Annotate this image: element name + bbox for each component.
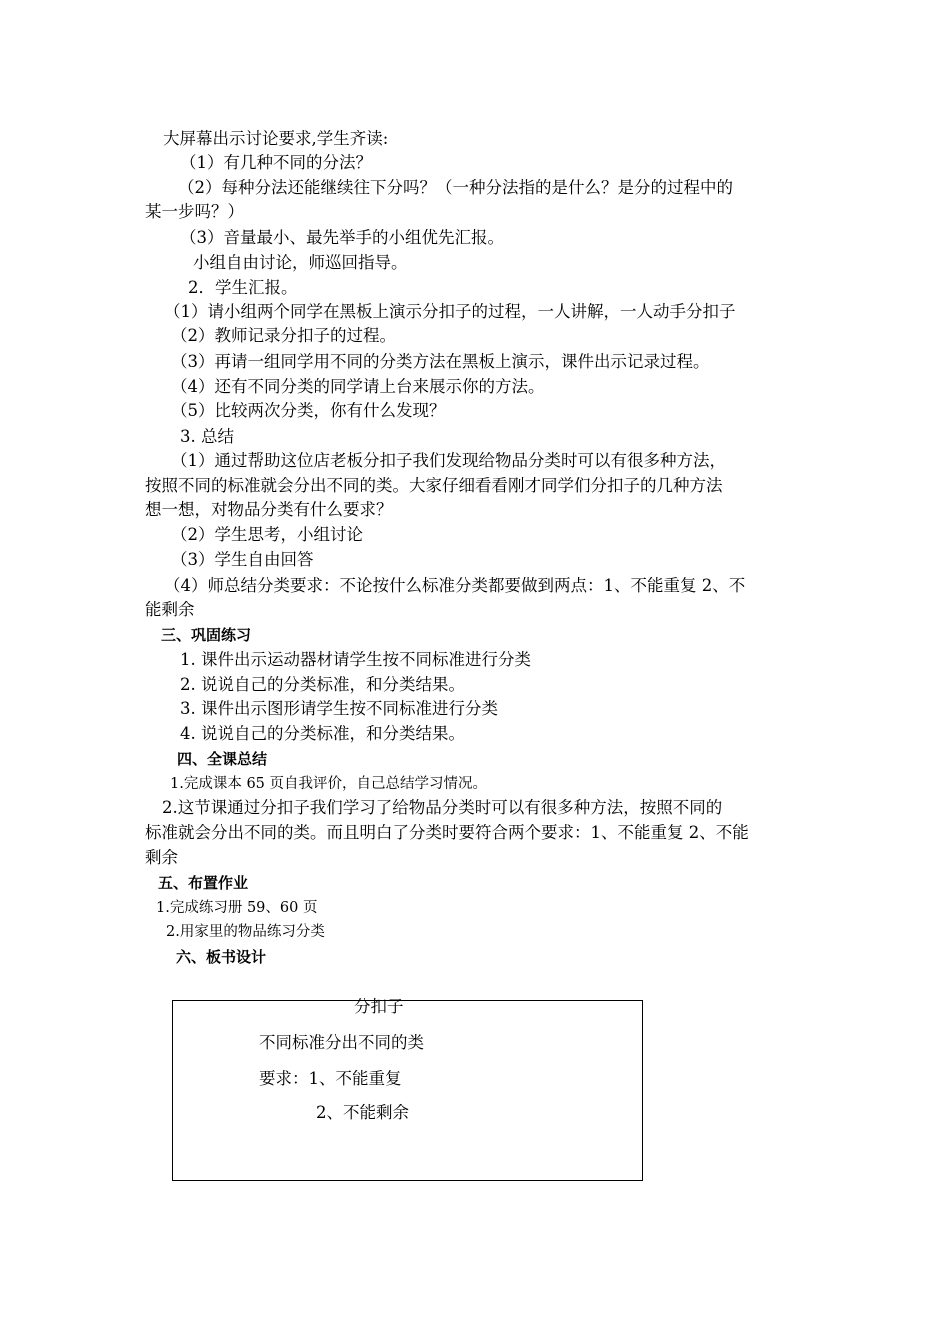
summary-item-4: （4）师总结分类要求：不论按什么标准分类都要做到两点：1、不能重复 2、不 — [164, 576, 746, 595]
summary-item-4-cont: 能剩余 — [145, 600, 195, 619]
review-item-2: 2.这节课通过分扣子我们学习了给物品分类时可以有很多种方法，按照不同的 — [162, 798, 723, 817]
section-4-heading: 四、全课总结 — [177, 750, 268, 768]
report-item-5: （5）比较两次分类，你有什么发现？ — [171, 401, 446, 420]
summary-item-1: （1）通过帮助这位店老板分扣子我们发现给物品分类时可以有很多种方法， — [171, 451, 726, 470]
blackboard-design-box — [172, 997, 643, 1181]
report-item-4: （4）还有不同分类的同学请上台来展示你的方法。 — [171, 377, 545, 396]
discussion-intro: 大屏幕出示讨论要求,学生齐读: — [163, 129, 389, 148]
review-item-2-cont-1: 标准就会分出不同的类。而且明白了分类时要符合两个要求：1、不能重复 2、不能 — [145, 823, 749, 842]
section-6-heading: 六、板书设计 — [176, 948, 267, 966]
summary-item-1-cont-2: 想一想，对物品分类有什么要求？ — [145, 500, 393, 519]
discussion-item-2-cont: 某一步吗？） — [145, 202, 244, 221]
report-item-1: （1）请小组两个同学在黑板上演示分扣子的过程，一人讲解，一人动手分扣子 — [164, 302, 736, 321]
discussion-item-1: （1）有几种不同的分法？ — [180, 153, 372, 172]
practice-item-4: 4. 说说自己的分类标准，和分类结果。 — [180, 724, 465, 743]
discussion-item-3: （3）音量最小、最先举手的小组优先汇报。 — [180, 228, 504, 247]
step-3-heading: 3. 总结 — [180, 427, 234, 446]
discussion-item-2: （2）每种分法还能继续往下分吗？（一种分法指的是什么？是分的过程中的 — [178, 178, 733, 197]
report-item-3: （3）再请一组同学用不同的分类方法在黑板上演示，课件出示记录过程。 — [171, 352, 710, 371]
summary-item-2: （2）学生思考，小组讨论 — [171, 525, 363, 544]
step-2-heading: 2．学生汇报。 — [188, 278, 298, 297]
group-discussion: 小组自由讨论，师巡回指导。 — [193, 253, 408, 272]
review-item-2-cont-2: 剩余 — [145, 848, 178, 867]
summary-item-1-cont-1: 按照不同的标准就会分出不同的类。大家仔细看看刚才同学们分扣子的几种方法 — [145, 476, 723, 495]
board-title: 分扣子 — [354, 997, 404, 1016]
board-line-3: 2、不能剩余 — [316, 1103, 409, 1122]
report-item-2: （2）教师记录分扣子的过程。 — [171, 326, 396, 345]
practice-item-3: 3. 课件出示图形请学生按不同标准进行分类 — [180, 699, 498, 718]
homework-item-2: 2.用家里的物品练习分类 — [166, 924, 325, 940]
review-item-1: 1.完成课本 65 页自我评价，自己总结学习情况。 — [170, 776, 488, 792]
board-line-1: 不同标准分出不同的类 — [259, 1033, 424, 1052]
practice-item-1: 1. 课件出示运动器材请学生按不同标准进行分类 — [180, 650, 531, 669]
section-5-heading: 五、布置作业 — [158, 874, 249, 892]
practice-item-2: 2. 说说自己的分类标准，和分类结果。 — [180, 675, 465, 694]
board-line-2: 要求：1、不能重复 — [259, 1069, 402, 1088]
summary-item-3: （3）学生自由回答 — [171, 550, 314, 569]
section-3-heading: 三、巩固练习 — [161, 626, 252, 644]
homework-item-1: 1.完成练习册 59、60 页 — [156, 900, 318, 916]
